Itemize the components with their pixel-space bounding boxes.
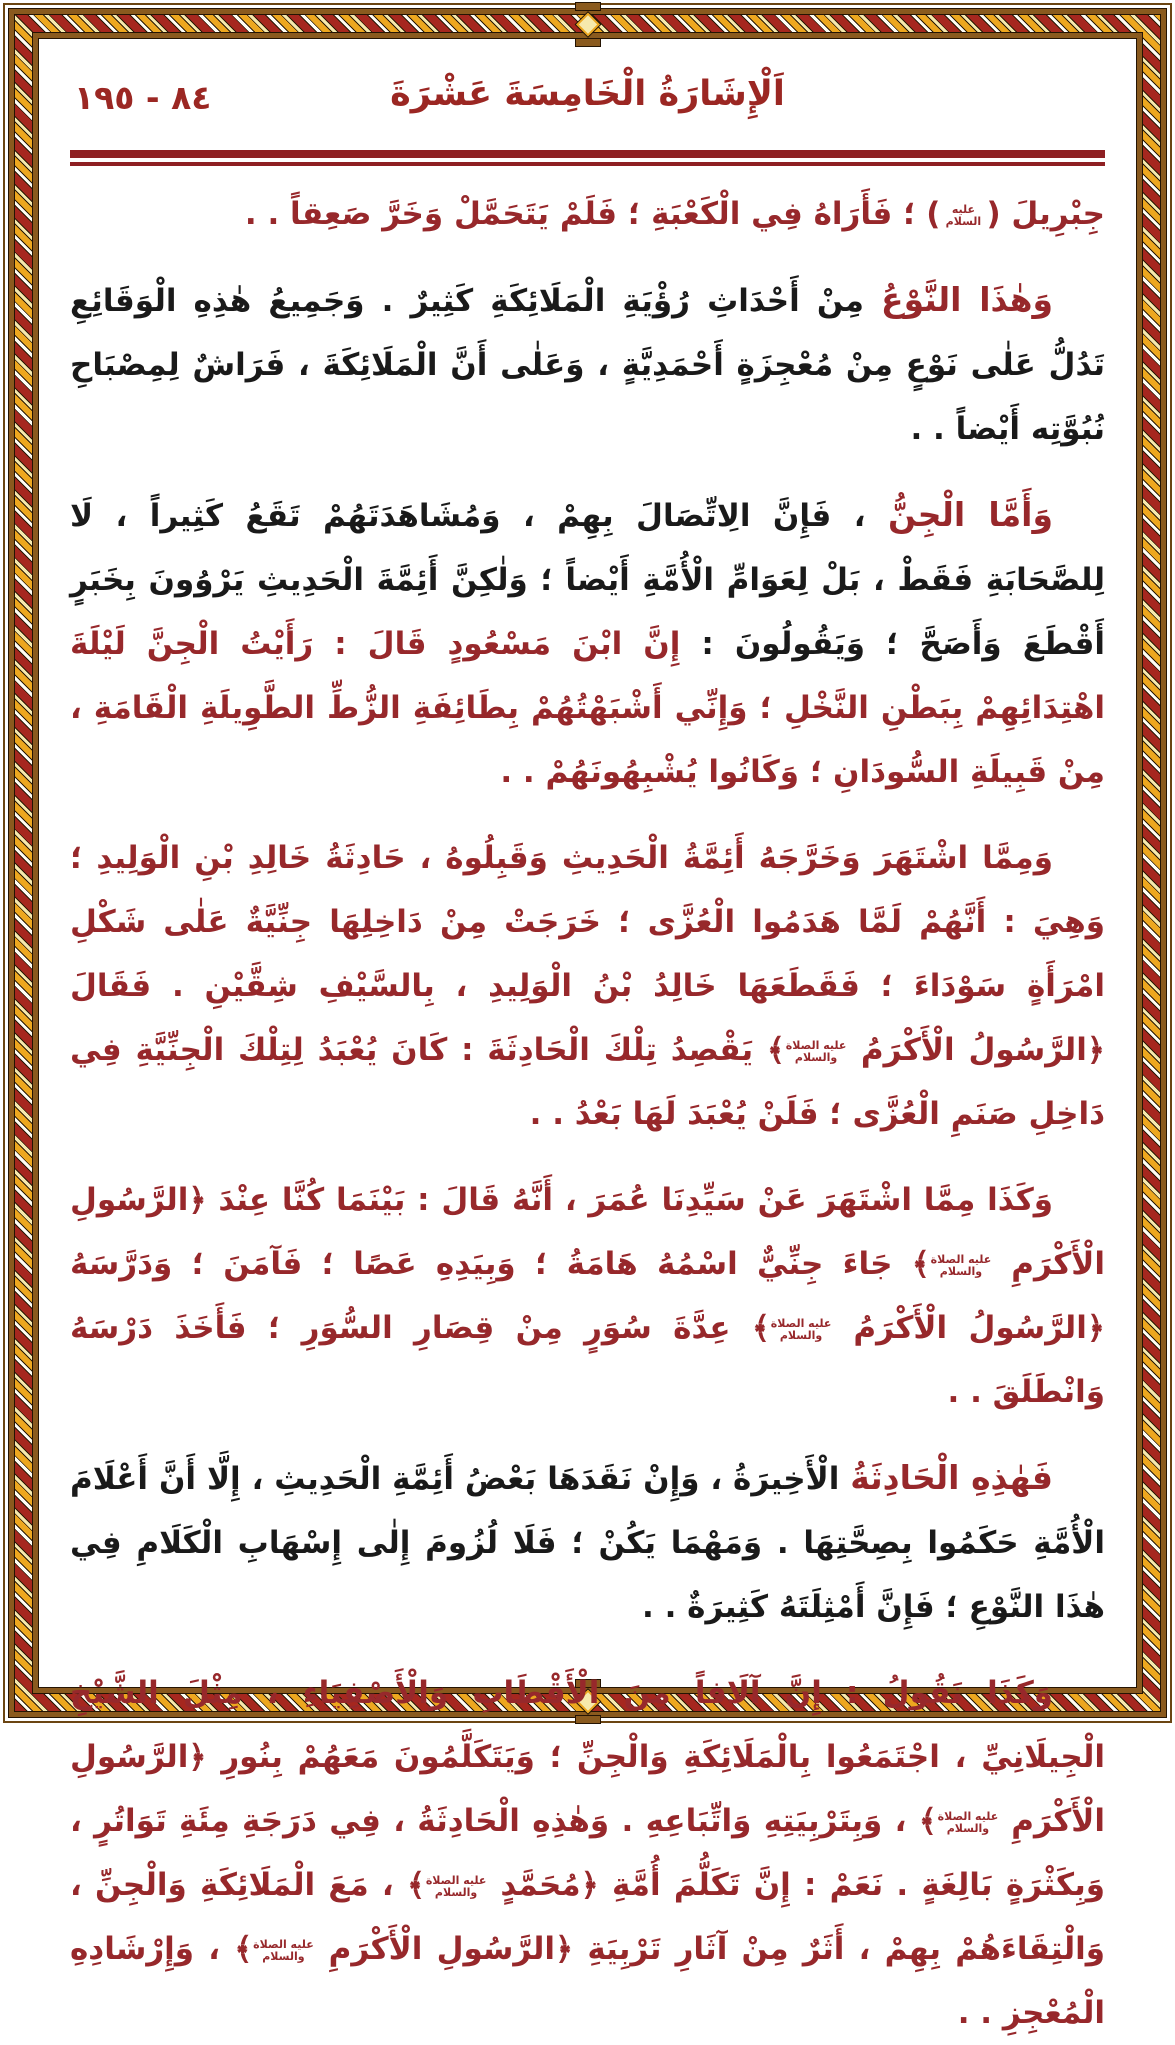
text-segment-lead: فَهٰذِهِ الْحَادِثَةُ	[850, 1458, 1054, 1497]
text-segment: ، فَإِنَّ الِاتِّصَالَ بِهِمْ ، وَمُشَاهَدَتَهُمْ تَقَعُ كَثِيراً ، لَا لِلصَّحَابَةِ فَقَطْ ، بَلْ لِعَوَامِّ الْأُمَّةِ أَيْضاً ؛ وَلٰكِنَّ أَئِمَّةَ الْحَدِيثِ يَرْوُونَ بِخَبَرٍ أَقْطَعَ وَأَصَحَّ ؛ وَيَقُولُونَ :	[70, 498, 1105, 662]
body-text	[70, 170, 1105, 2045]
paragraph-qutbs-and-saints	[70, 1661, 1105, 2045]
paragraph-angel-visions-type	[70, 268, 1105, 461]
paragraph-last-incident-judgment	[70, 1446, 1105, 1639]
honorific-alayhis-salam: عليه السلام	[945, 202, 982, 228]
frame-tab-top-inner	[575, 38, 601, 47]
honorific-alayhis-salatu-wassalam: عليه الصلاة والسلام	[937, 1809, 999, 1835]
honorific-alayhis-salatu-wassalam: عليه الصلاة والسلام	[770, 1316, 832, 1342]
text-segment: وَمِمَّا اشْتَهَرَ وَخَرَّجَهُ أَئِمَّةُ الْحَدِيثِ وَقَبِلُوهُ ، حَادِثَةُ خَالِدِ بْنِ الْوَلِيدِ ؛ وَهِيَ : أَنَّهُمْ لَمَّا هَدَمُوا الْعُزَّى ؛ خَرَجَتْ مِنْ دَاخِلِهَا جِنِّيَّةٌ عَلٰى شَكْلِ امْرَأَةٍ سَوْدَاءَ ؛ فَقَطَعَهَا خَالِدُ بْنُ الْوَلِيدِ ، بِالسَّيْفِ شِقَّيْنِ . فَقَالَ ﴿الرَّسُولُ الْأَكْرَمُ	[70, 840, 1105, 1068]
honorific-alayhis-salatu-wassalam: عليه الصلاة والسلام	[425, 1873, 487, 1899]
text-segment: جِبْرِيلَ (	[986, 196, 1105, 232]
paragraph-gabriel-vision	[70, 182, 1105, 246]
text-segment: ﴾ ، وَبِتَرْبِيَتِهِ وَاتِّبَاعِهِ . وَهٰذِهِ الْحَادِثَةُ ، فِي دَرَجَةِ مِئَةِ تَوَاتُرٍ ، وَبِكَثْرَةٍ بَالِغَةٍ . نَعَمْ : إِنَّ تَكَلُّمَ أُمَّةِ ﴿مُحَمَّدٍ	[70, 1803, 1105, 1903]
honorific-alayhis-salatu-wassalam: عليه الصلاة والسلام	[930, 1252, 992, 1278]
text-segment: ﴾ يَقْصِدُ تِلْكَ الْحَادِثَةَ : كَانَ يُعْبَدُ لِتِلْكَ الْجِنِّيَّةِ فِي دَاخِلِ صَنَمِ الْعُزَّى ؛ فَلَنْ يُعْبَدَ لَهَا بَعْدُ . .	[70, 1032, 1105, 1132]
paragraph-umar-hama-incident	[70, 1168, 1105, 1424]
text-segment: ﴾ ، مَعَ الْمَلَائِكَةِ وَالْجِنِّ ، وَالْتِقَاءَهُمْ بِهِمْ ، أَثَرٌ مِنْ آثَارِ تَرْبِيَةِ ﴿الرَّسُولِ الْأَكْرَمِ	[70, 1867, 1105, 1967]
text-segment: مِنْ أَحْدَاثِ رُؤْيَةِ الْمَلَائِكَةِ كَثِيرٌ . وَجَمِيعُ هٰذِهِ الْوَقَائِعِ تَدُلُّ عَلٰى نَوْعٍ مِنْ مُعْجِزَةٍ أَحْمَدِيَّةٍ ، وَعَلٰى أَنَّ الْمَلَائِكَةَ ، فَرَاشٌ لِمِصْبَاحِ نُبُوَّتِه أَيْضاً . .	[70, 283, 1105, 447]
page-title: اَلْإِشَارَةُ الْخَامِسَةَ عَشْرَةَ	[390, 74, 785, 114]
text-segment: إِنَّ ابْنَ مَسْعُودٍ قَالَ : رَأَيْتُ الْجِنَّ لَيْلَةَ اهْتِدَائِهِمْ بِبَطْنِ النَّخْلِ ؛ وَإِنِّي أَشْبَهْتُهُمْ بِطَائِفَةِ الزُّطِّ الطَّوِيلَةِ الْقَامَةِ ، مِنْ قَبِيلَةِ السُّودَانِ ؛ وَكَانُوا يُشْبِهُونَهُمْ . .	[70, 626, 1105, 790]
honorific-alayhis-salatu-wassalam: عليه الصلاة والسلام	[785, 1038, 847, 1064]
paragraph-jinn-contact	[70, 483, 1105, 804]
paragraph-khalid-incident	[70, 826, 1105, 1146]
text-segment-lead: وَهٰذَا النَّوْعُ	[881, 280, 1053, 319]
text-segment: ﴾ عِدَّةَ سُوَرٍ مِنْ قِصَارِ السُّوَرِ ؛ فَأَخَذَ دَرْسَهُ وَانْطَلَقَ . .	[70, 1310, 1105, 1410]
text-segment-lead: وَأَمَّا الْجِنُّ	[888, 495, 1053, 534]
text-segment: ﴾ ، وَإِرْشَادِهِ الْمُعْجِزِ . .	[70, 1931, 1105, 2031]
honorific-alayhis-salatu-wassalam: عليه الصلاة والسلام	[253, 1937, 314, 1963]
text-segment: ﴾ جَاءَ جِنِّيٌّ اسْمُهُ هَامَةُ ؛ وَبِيَدِهِ عَصًا ؛ فَآمَنَ ؛ وَدَرَّسَهُ ﴿الرَّسُولُ الْأَكْرَمُ	[70, 1246, 1105, 1346]
text-segment: وَكَذَا نَقُولُ : إِنَّ آلَافاً مِنَ الْأَقْطَابِ وَالْأَصْفِيَاءِ ، مِثْلَ الشَّيْخِ الْجِيلَانِيِّ ، اجْتَمَعُوا بِالْمَلَائِكَةِ وَالْجِنِّ ؛ وَيَتَكَلَّمُونَ مَعَهُمْ بِنُورِ ﴿الرَّسُولِ الْأَكْرَمِ	[70, 1675, 1105, 1839]
divider-rule	[70, 150, 1105, 166]
text-segment: الْأَخِيرَةُ ، وَإِنْ نَقَدَهَا بَعْضُ أَئِمَّةِ الْحَدِيثِ ، إِلَّا أَنَّ أَعْلَامَ الْأُمَّةِ حَكَمُوا بِصِحَّتِهَا . وَمَهْمَا يَكُنْ ؛ فَلَا لُزُومَ إِلٰى إِسْهَابِ الْكَلَامِ فِي هٰذَا النَّوْعِ ؛ فَإِنَّ أَمْثِلَتَهُ كَثِيرَةٌ . .	[70, 1461, 1105, 1625]
frame-diamond-top-ornament	[575, 12, 599, 36]
page-number: ٨٤ - ١٩٥	[74, 78, 212, 117]
frame-tab-top-outer	[575, 2, 601, 11]
divider-rule-thin-line	[70, 162, 1105, 166]
text-segment: ) ؛ فَأَرَاهُ فِي الْكَعْبَةِ ؛ فَلَمْ يَتَحَمَّلْ وَخَرَّ صَعِقاً . .	[244, 196, 941, 232]
text-segment: وَكَذَا مِمَّا اشْتَهَرَ عَنْ سَيِّدِنَا عُمَرَ ، أَنَّهُ قَالَ : بَيْنَمَا كُنَّا عِنْدَ ﴿الرَّسُولِ الْأَكْرَمِ	[70, 1182, 1105, 1282]
page-content	[70, 74, 1105, 2031]
page-header	[70, 74, 1105, 134]
divider-rule-thick-line	[70, 150, 1105, 158]
